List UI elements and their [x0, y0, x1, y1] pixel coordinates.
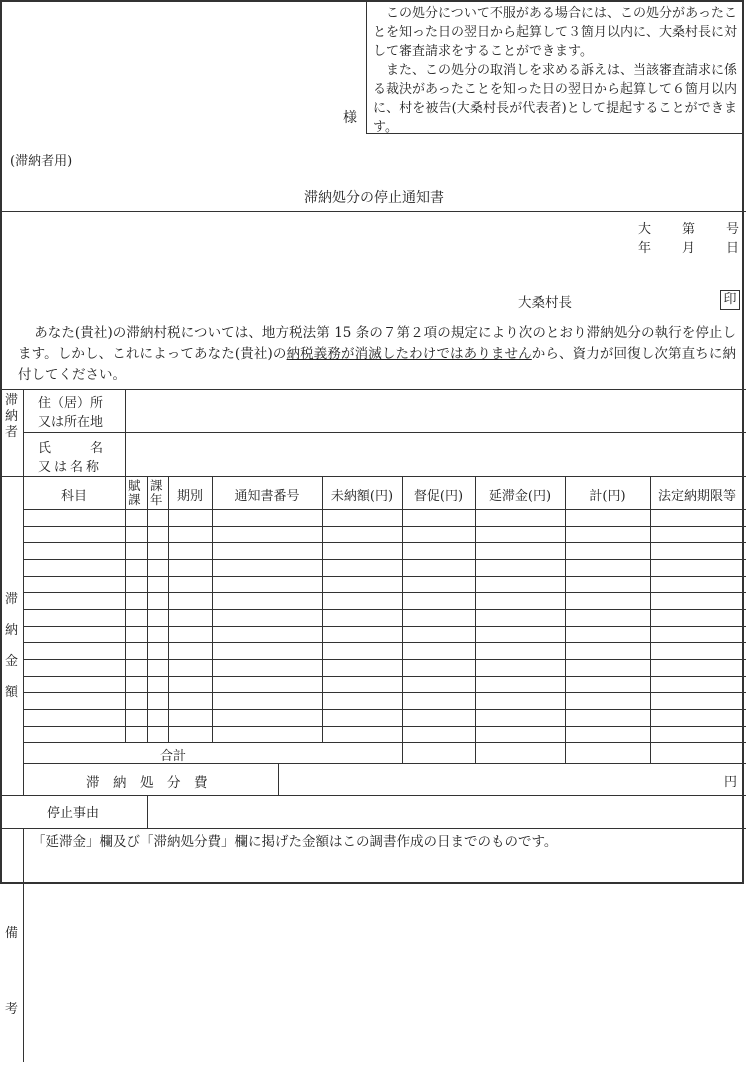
- grid-line-v: [212, 476, 213, 742]
- grid-line-v: [23, 828, 24, 1062]
- fee-label: 滞 納 処 分 費: [86, 775, 208, 791]
- number-prefix: 大: [638, 222, 652, 237]
- grid-line-h: [23, 709, 746, 710]
- grid-line-v: [278, 763, 279, 795]
- col-header-subject: 科目: [60, 489, 87, 504]
- col-header-tax-year: 課年: [150, 478, 163, 507]
- issuer-name: 大桑村長: [518, 295, 572, 311]
- grid-line-h: [23, 559, 746, 560]
- remarks-text: 「延滞金」欄及び「滞納処分費」欄に掲げた金額はこの調書作成の日までのものです。: [32, 834, 558, 850]
- col-header-due-date: 法定納期限等: [657, 489, 736, 504]
- appeal-notice-para2: また、この処分の取消しを求める訴えは、当該審査請求に係る裁決があったことを知った日の翌日から起算して６箇月以内に、村を被告(大桑村長が代表者)として提起することができます。: [373, 63, 738, 135]
- grid-line-h: [23, 609, 746, 610]
- grid-line-h: [23, 763, 746, 764]
- date-year: 年: [638, 241, 652, 256]
- grid-line-h: [23, 642, 746, 643]
- reason-label: 停止事由: [47, 806, 100, 821]
- grid-line-h: [23, 526, 746, 527]
- col-header-assessment: 賦課: [128, 478, 141, 507]
- address-label-2: 又は所在地: [38, 415, 104, 430]
- grid-line-v: [322, 476, 323, 742]
- grid-line-h: [23, 676, 746, 677]
- taxpayer-section-label: 滞納者: [5, 393, 19, 440]
- notice-body-underlined: 納税義務が消滅したわけではありません: [286, 346, 532, 362]
- col-header-late-fee: 延滞金(円): [488, 489, 552, 504]
- form-title: 滞納処分の停止通知書: [304, 190, 444, 206]
- grid-line-h: [23, 659, 746, 660]
- grid-line-h: [23, 432, 746, 433]
- number-suffix: 号: [726, 222, 740, 237]
- date-day: 日: [726, 241, 740, 256]
- grid-line-v: [125, 389, 126, 476]
- grid-line-v: [565, 476, 566, 763]
- grid-line-h: [23, 626, 746, 627]
- number-middle: 第: [682, 222, 696, 237]
- notice-body-post: から、資力が回復し次第直ちに納付してください。: [18, 346, 737, 383]
- col-header-period: 期別: [176, 489, 203, 504]
- grid-line-h: [23, 726, 746, 727]
- grid-line-h: [2, 795, 746, 796]
- fee-unit: 円: [724, 775, 738, 790]
- notice-body: [18, 323, 736, 386]
- grid-line-v: [475, 476, 476, 763]
- grid-line-h: [2, 389, 746, 390]
- addressee-suffix: 様: [343, 110, 357, 126]
- grid-line-h: [2, 476, 746, 477]
- grid-line-v: [402, 476, 403, 763]
- amount-section-label: 滞納金額: [5, 592, 19, 700]
- notice-body-pre: あなた(貴社)の滞納村税については、地方税法第 15 条の７第２項の規定により次のとおり滞納処分の執行を停止します。しかし、これによってあなた(貴社)の: [18, 325, 736, 362]
- seal-mark: 印: [720, 290, 740, 310]
- name-label-1: 氏 名: [38, 441, 104, 456]
- grid-line-v: [125, 476, 126, 742]
- appeal-notice-para1: この処分について不服がある場合には、この処分があったことを知った日の翌日から起算して３箇月以内に、大桑村長に対して審査請求をすることができます。: [373, 6, 738, 59]
- grid-line-h: [23, 692, 746, 693]
- col-header-unpaid: 未納額(円): [330, 489, 394, 504]
- col-header-reminder: 督促(円): [413, 489, 464, 504]
- grid-line-v: [23, 476, 24, 795]
- address-label-1: 住（居）所: [38, 396, 104, 411]
- grid-line-v: [650, 476, 651, 763]
- total-label: 合計: [160, 749, 187, 764]
- col-header-notice-number: 通知書番号: [234, 489, 300, 504]
- grid-line-v: [147, 476, 148, 742]
- grid-line-h: [23, 509, 746, 510]
- appeal-notice-box: [366, 0, 744, 134]
- copy-label: (滞納者用): [10, 154, 73, 169]
- grid-line-v: [168, 476, 169, 742]
- grid-line-h: [23, 592, 746, 593]
- grid-line-h: [23, 742, 746, 743]
- grid-line-h: [2, 211, 746, 212]
- grid-line-h: [23, 576, 746, 577]
- date-month: 月: [682, 241, 696, 256]
- remarks-section-label: 備考: [5, 926, 19, 1017]
- grid-line-h: [23, 542, 746, 543]
- name-label-2: 又は名称: [38, 460, 103, 475]
- col-header-total: 計(円): [589, 489, 626, 504]
- grid-line-v: [23, 389, 24, 476]
- grid-line-v: [147, 795, 148, 828]
- grid-line-h: [2, 828, 746, 829]
